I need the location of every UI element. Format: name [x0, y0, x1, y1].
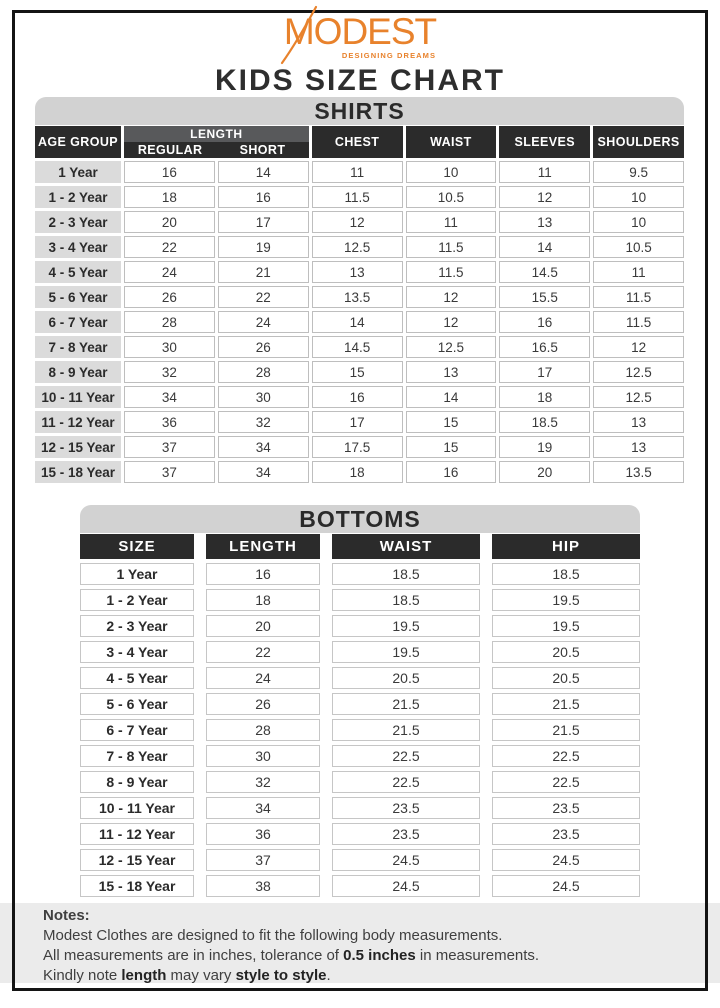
shirts-header-regular: REGULAR: [137, 143, 203, 157]
cell-value: 22.5: [492, 745, 640, 767]
cell-value: 16: [312, 386, 403, 408]
cell-value: 20.5: [332, 667, 480, 689]
shirts-section-title: SHIRTS: [35, 97, 684, 125]
cell-value: 21.5: [332, 719, 480, 741]
cell-value: 24.5: [492, 849, 640, 871]
row-label: 11 - 12 Year: [80, 823, 194, 845]
cell-value: 22: [218, 286, 309, 308]
row-label: 1 - 2 Year: [80, 589, 194, 611]
cell-value: 16: [218, 186, 309, 208]
cell-value: 16: [124, 161, 215, 183]
shirts-header-shoulders: SHOULDERS: [593, 126, 684, 158]
notes-section: [43, 906, 683, 986]
cell-value: 18.5: [332, 563, 480, 585]
row-label: 1 Year: [80, 563, 194, 585]
cell-value: 18.5: [332, 589, 480, 611]
cell-value: 36: [124, 411, 215, 433]
cell-value: 11.5: [593, 311, 684, 333]
cell-value: 16.5: [499, 336, 590, 358]
shirts-section: [35, 97, 684, 483]
cell-value: 34: [124, 386, 215, 408]
cell-value: 17: [312, 411, 403, 433]
cell-value: 13: [593, 411, 684, 433]
row-label: 8 - 9 Year: [80, 771, 194, 793]
shirts-header-length: LENGTH: [124, 126, 309, 142]
cell-value: 24: [218, 311, 309, 333]
cell-value: 17.5: [312, 436, 403, 458]
bottoms-header-hip: HIP: [492, 534, 640, 559]
shirts-table: [35, 126, 684, 483]
cell-value: 15: [312, 361, 403, 383]
bottoms-header-length: LENGTH: [206, 534, 320, 559]
row-label: 4 - 5 Year: [80, 667, 194, 689]
cell-value: 18: [124, 186, 215, 208]
cell-value: 30: [218, 386, 309, 408]
cell-value: 19.5: [332, 641, 480, 663]
cell-value: 24: [206, 667, 320, 689]
cell-value: 23.5: [492, 823, 640, 845]
brand-logo: [0, 13, 720, 63]
cell-value: 12.5: [593, 386, 684, 408]
bottoms-section: [80, 505, 640, 897]
cell-value: 30: [124, 336, 215, 358]
cell-value: 14: [218, 161, 309, 183]
cell-value: 24: [124, 261, 215, 283]
shirts-header-age-group: AGE GROUP: [35, 126, 121, 158]
row-label: 5 - 6 Year: [80, 693, 194, 715]
cell-value: 37: [206, 849, 320, 871]
cell-value: 16: [406, 461, 497, 483]
cell-value: 20: [124, 211, 215, 233]
row-label: 2 - 3 Year: [35, 211, 121, 233]
bottoms-header-size: SIZE: [80, 534, 194, 559]
cell-value: 18.5: [492, 563, 640, 585]
cell-value: 22: [124, 236, 215, 258]
cell-value: 24.5: [492, 875, 640, 897]
cell-value: 11.5: [312, 186, 403, 208]
cell-value: 11: [499, 161, 590, 183]
row-label: 6 - 7 Year: [80, 719, 194, 741]
notes-line: Kindly note length may vary style to style.: [43, 967, 331, 984]
shirts-header-short: SHORT: [239, 143, 286, 157]
cell-value: 28: [218, 361, 309, 383]
cell-value: 15.5: [499, 286, 590, 308]
cell-value: 19.5: [492, 589, 640, 611]
cell-value: 21.5: [332, 693, 480, 715]
row-label: 4 - 5 Year: [35, 261, 121, 283]
cell-value: 10: [406, 161, 497, 183]
cell-value: 20.5: [492, 641, 640, 663]
cell-value: 13.5: [593, 461, 684, 483]
row-label: 3 - 4 Year: [80, 641, 194, 663]
cell-value: 22.5: [332, 771, 480, 793]
cell-value: 14: [499, 236, 590, 258]
cell-value: 14.5: [499, 261, 590, 283]
cell-value: 9.5: [593, 161, 684, 183]
cell-value: 13: [312, 261, 403, 283]
cell-value: 10: [593, 186, 684, 208]
notes-line: All measurements are in inches, tolerance of 0.5 inches in measurements.: [43, 947, 540, 964]
cell-value: 14: [406, 386, 497, 408]
cell-value: 18: [312, 461, 403, 483]
cell-value: 19: [218, 236, 309, 258]
cell-value: 17: [218, 211, 309, 233]
row-label: 7 - 8 Year: [35, 336, 121, 358]
cell-value: 22.5: [492, 771, 640, 793]
cell-value: 14: [312, 311, 403, 333]
cell-value: 34: [218, 436, 309, 458]
cell-value: 19.5: [332, 615, 480, 637]
cell-value: 26: [218, 336, 309, 358]
cell-value: 37: [124, 436, 215, 458]
cell-value: 13.5: [312, 286, 403, 308]
cell-value: 10: [593, 211, 684, 233]
cell-value: 23.5: [492, 797, 640, 819]
cell-value: 23.5: [332, 823, 480, 845]
cell-value: 16: [206, 563, 320, 585]
row-label: 1 - 2 Year: [35, 186, 121, 208]
cell-value: 13: [406, 361, 497, 383]
row-label: 3 - 4 Year: [35, 236, 121, 258]
cell-value: 21: [218, 261, 309, 283]
cell-value: 14.5: [312, 336, 403, 358]
row-label: 15 - 18 Year: [35, 461, 121, 483]
cell-value: 37: [124, 461, 215, 483]
notes-line: Modest Clothes are designed to fit the following body measurements.: [43, 927, 503, 944]
row-label: 6 - 7 Year: [35, 311, 121, 333]
cell-value: 10.5: [406, 186, 497, 208]
cell-value: 13: [593, 436, 684, 458]
cell-value: 15: [406, 411, 497, 433]
row-label: 5 - 6 Year: [35, 286, 121, 308]
cell-value: 11: [406, 211, 497, 233]
cell-value: 11.5: [593, 286, 684, 308]
cell-value: 10.5: [593, 236, 684, 258]
cell-value: 11: [312, 161, 403, 183]
row-label: 2 - 3 Year: [80, 615, 194, 637]
notes-title: Notes:: [43, 907, 90, 924]
shirts-header-sleeves: SLEEVES: [499, 126, 590, 158]
cell-value: 20: [499, 461, 590, 483]
cell-value: 28: [206, 719, 320, 741]
bottoms-section-title: BOTTOMS: [80, 505, 640, 533]
cell-value: 12.5: [312, 236, 403, 258]
cell-value: 11: [593, 261, 684, 283]
cell-value: 12: [312, 211, 403, 233]
row-label: 1 Year: [35, 161, 121, 183]
row-label: 7 - 8 Year: [80, 745, 194, 767]
cell-value: 18.5: [499, 411, 590, 433]
bottoms-table: [80, 534, 640, 897]
cell-value: 28: [124, 311, 215, 333]
bottoms-header-waist: WAIST: [332, 534, 480, 559]
cell-value: 38: [206, 875, 320, 897]
row-label: 8 - 9 Year: [35, 361, 121, 383]
modest-m-flourish-icon: [278, 5, 338, 65]
page-title: KIDS SIZE CHART: [214, 64, 505, 97]
cell-value: 24.5: [332, 875, 480, 897]
cell-value: 19: [499, 436, 590, 458]
cell-value: 22: [206, 641, 320, 663]
cell-value: 12.5: [406, 336, 497, 358]
cell-value: 19.5: [492, 615, 640, 637]
row-label: 15 - 18 Year: [80, 875, 194, 897]
cell-value: 34: [206, 797, 320, 819]
brand-name: MODEST: [283, 11, 437, 52]
cell-value: 32: [124, 361, 215, 383]
row-label: 11 - 12 Year: [35, 411, 121, 433]
cell-value: 13: [499, 211, 590, 233]
shirts-header-length-group: [124, 126, 309, 158]
cell-value: 17: [499, 361, 590, 383]
cell-value: 12: [406, 311, 497, 333]
cell-value: 24.5: [332, 849, 480, 871]
cell-value: 20: [206, 615, 320, 637]
cell-value: 16: [499, 311, 590, 333]
cell-value: 32: [206, 771, 320, 793]
cell-value: 18: [206, 589, 320, 611]
cell-value: 30: [206, 745, 320, 767]
cell-value: 11.5: [406, 236, 497, 258]
cell-value: 23.5: [332, 797, 480, 819]
cell-value: 26: [206, 693, 320, 715]
cell-value: 11.5: [406, 261, 497, 283]
cell-value: 21.5: [492, 693, 640, 715]
row-label: 10 - 11 Year: [35, 386, 121, 408]
cell-value: 15: [406, 436, 497, 458]
cell-value: 26: [124, 286, 215, 308]
cell-value: 12: [593, 336, 684, 358]
cell-value: 18: [499, 386, 590, 408]
notes-lines: [43, 926, 683, 986]
cell-value: 21.5: [492, 719, 640, 741]
cell-value: 20.5: [492, 667, 640, 689]
cell-value: 34: [218, 461, 309, 483]
cell-value: 12: [406, 286, 497, 308]
cell-value: 32: [218, 411, 309, 433]
shirts-header-waist: WAIST: [406, 126, 497, 158]
cell-value: 12: [499, 186, 590, 208]
row-label: 12 - 15 Year: [80, 849, 194, 871]
shirts-header-chest: CHEST: [312, 126, 403, 158]
brand-tagline: DESIGNING DREAMS: [341, 51, 437, 60]
cell-value: 22.5: [332, 745, 480, 767]
row-label: 12 - 15 Year: [35, 436, 121, 458]
cell-value: 36: [206, 823, 320, 845]
row-label: 10 - 11 Year: [80, 797, 194, 819]
cell-value: 12.5: [593, 361, 684, 383]
